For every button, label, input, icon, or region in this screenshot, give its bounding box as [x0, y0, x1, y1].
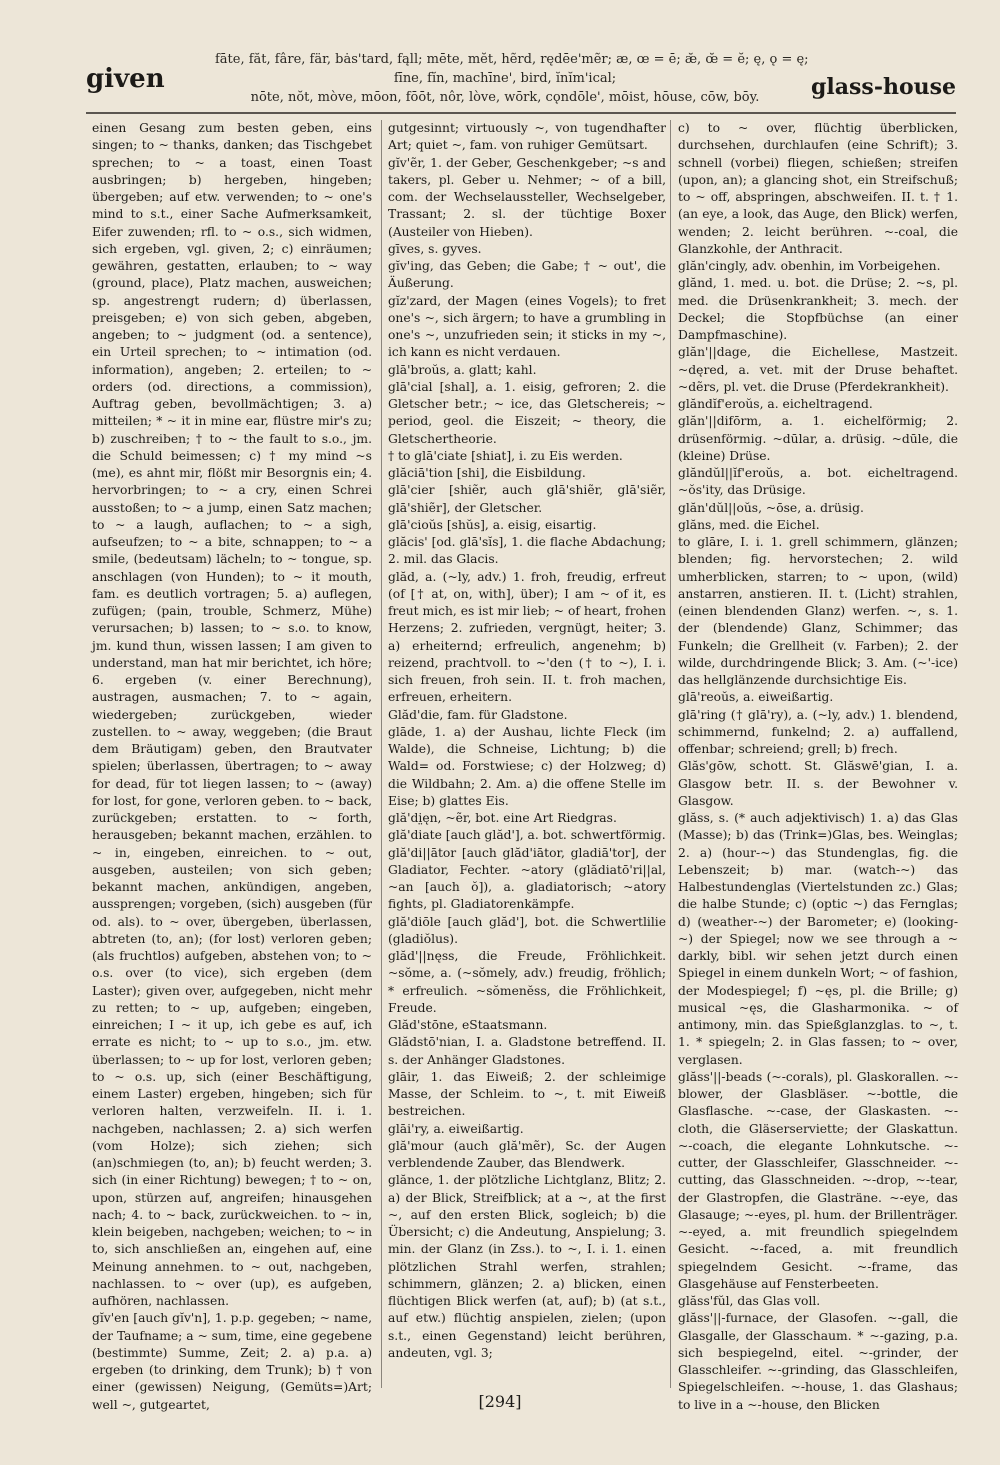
- dictionary-entry: glăss'fŭl, das Glas voll.: [678, 1294, 821, 1308]
- dictionary-entry: glă'mour (auch glă'mẽr), Sc. der Augen verblendende Zauber, das Blendwerk.: [388, 1138, 666, 1170]
- dictionary-entry: glănd, 1. med. u. bot. die Drüse; 2. ~s, pl. med. die Drüsenkrankheit; 3. mech. der Deckel; die Stopfbüchse (an einer Dampfmaschine).: [678, 276, 958, 342]
- dictionary-entry: gĭz'zard, der Magen (eines Vogels); to fret one's ~, sich ärgern; to have a grumbling in one's ~, unzufrieden sein; it sticks in my ~, ich kann es nicht verdauen.: [388, 293, 666, 360]
- guide-word-right: glass-house: [811, 74, 956, 100]
- dictionary-entry: glăciā'tion [shi], die Eisbildung.: [388, 466, 586, 480]
- pronunciation-key-line: fīne, fĭn, machīne', bird, ĭnĭm'ical;: [393, 71, 617, 86]
- column-divider: [670, 120, 671, 1388]
- dictionary-entry: glā'reoŭs, a. eiweißartig.: [678, 690, 834, 705]
- dictionary-entry: glāir, 1. das Eiweiß; 2. der schleimige Masse, der Schleim. to ~, t. mit Eiweiß bestreichen.: [388, 1069, 666, 1119]
- page-number: [294]: [478, 1392, 522, 1411]
- dictionary-entry: Glăs'gōw, schott. St. Glăswē'gian, I. a. Glasgow betr. II. s. der Bewohner v. Glasgow.: [678, 759, 958, 808]
- dictionary-entry: glāi'ry, a. eiweißartig.: [388, 1121, 524, 1136]
- dictionary-entry: glănce, 1. der plötzliche Lichtglanz, Blitz; 2. a) der Blick, Streifblick; at a ~, at the first ~, auf den ersten Blick, sogleich; b) die Übersicht; c) die Andeutung, Anspielung; 3. min. der Glanz (in Zss.). to ~, I. i. 1. einen plötzlichen Strahl werfen, strahlen; schimmern, glänzen; 2. a) blicken, einen flüchtigen Blick werfen (at, auf); b) (at s.t., auf etw.) flüchtig anspielen, zielen; (upon s.t., einen Gegenstand) leicht berühren, andeuten, vgl. 3;: [388, 1173, 666, 1360]
- dictionary-entry: glăn'dŭl||oŭs, ~ōse, a. drüsig.: [678, 500, 864, 515]
- dictionary-entry: Glăd'die, fam. für Gladstone.: [388, 707, 568, 722]
- dictionary-entry: glă'di̤ęn, ~ẽr, bot. eine Art Riedgras.: [388, 811, 617, 825]
- dictionary-entry: glăcis' [od. glā'sĭs], 1. die flache Abdachung; 2. mil. das Glacis.: [388, 535, 666, 567]
- dictionary-entry: einen Gesang zum besten geben, eins singen; to ~ thanks, danken; das Tischgebet sprechen; to ~ a toast, einen Toast ausbringen; b) hergeben, hingeben; übergeben; auf etw. verwenden; to ~ one's mind to s.t., einer Sache Aufmerksamkeit, Eifer zuwenden; rfl. to ~ o.s., sich widmen, sich ergeben, vgl. given, 2; c) einräumen; gewähren, gestatten, erlauben; to ~ way (ground, place), Platz machen, ausweichen; sp. angestrengt rudern; d) überlassen, preisgeben; e) von sich geben, abgeben, angeben; to ~ judgment (od. a sentence), ein Urteil sprechen; to ~ intimation (od. information), angeben; 2. erteilen; to ~ orders (od. directions, a commission), Auftrag geben, bevollmächtigen; 3. a) mitteilen; * ~ it in mine ear, flüstre mir's zu; b) zuschreiben; † to ~ the fault to s.o., jm. die Schuld beimessen; c) † my mind ~s (me), es ahnt mir, flößt mir Besorgnis ein; 4. hervorbringen; to ~ a cry, einen Schrei ausstoßen; to ~ a jump, einen Satz machen; to ~ a laugh, auflachen; to ~ a sigh, aufseufzen; to ~ a bite, schnappen; to ~ a smile, (bedeutsam) lächeln; to ~ tongue, sp. anschlagen (von Hunden); to ~ it mouth, fam. es deutlich vortragen; 5. a) auflegen, zufügen; (pain, trouble, Schmerz, Mühe) verursachen; b) lassen; to ~ s.o. to know, jm. kund thun, wissen lassen; I am given to understand, man hat mir berichtet, ich höre; 6. ergeben (v. einer Berechnung), austragen, ausmachen; 7. to ~ again, wiedergeben; zurückgeben, wieder zustellen. to ~ away, weggeben; (die Braut dem Bräutigam) geben, den Brautvater spielen; überlassen, übertragen; to ~ away for dead, für tot liegen lassen; to ~ (away) for lost, for gone, verloren geben. to ~ back, zurückgeben; erstatten. to ~ forth, herausgeben; bekannt machen, erzählen. to ~ in, eingeben, einreichen. to ~ out, ausgeben, austeilen; von sich geben; bekannt machen, ankündigen, angeben, aussprengen; vorgeben, (sich) ausgeben (für od. als). to ~ over, übergeben, überlassen, abtreten (to, an); (for lost) verloren geben; (als fruchtlos) aufgeben, abstehen von; to ~ o.s. over (to vice), sich ergeben (dem Laster); given over, aufgegeben, nicht mehr zu retten; to ~ up, aufgeben; eingeben, einreichen; I ~ it up, ich gebe es auf, ich errate es nicht; to ~ up to s.o., jm. etw. überlassen; to ~ up for lost, verloren geben; to ~ o.s. up, sich (einer Beschäftigung, einem Laster) ergeben, hingeben; sich für verloren halten, verzweifeln. II. i. 1. nachgeben, nachlassen; 2. a) sich werfen (vom Holze); sich ziehen; sich (an)schmiegen (to, an); b) feucht werden; 3. sich (in einer Richtung) bewegen; † to ~ on, upon, stürzen auf, angreifen; hinausgehen nach; 4. to ~ back, zurückweichen. to ~ in, klein beigeben, nachgeben; weichen; to ~ in to, sich anschließen an, eingehen auf, eine Meinung annehmen. to ~ out, nachgeben, nachlassen. to ~ over (up), es aufgeben, aufhören, nachlassen.: [92, 121, 372, 1308]
- dictionary-entry: to glāre, I. i. 1. grell schimmern, glänzen; blenden; fig. hervorstechen; 2. wild umherblicken, starren; to ~ upon, (wild) anstarren, anstieren. II. t. (Licht) strahlen, (einen blendenden Glanz) werfen. ~, s. 1. der (blendende) Glanz, Schimmer; das Funkeln; die Grellheit (v. Farben); 2. der wilde, durchdringende Blick; 3. Am. (~'-ice) das hellglänzende durchsichtige Eis.: [678, 535, 958, 687]
- dictionary-entry: glăndĭf'eroŭs, a. eicheltragend.: [678, 397, 873, 411]
- dictionary-entry: glăd, a. (~ly, adv.) 1. froh, freudig, erfreut (of [† at, on, with], über); I am ~ of it, es freut mich, es ist mir lieb; ~ of heart, frohen Herzens; 2. zufrieden, vergnügt, heiter; 3. a) erheiternd; erfreulich, angenehm; b) reizend, prachtvoll. to ~'den († to ~), I. i. sich freuen, froh sein. II. t. froh machen, erfreuen, erheitern.: [388, 569, 666, 705]
- column-2: [388, 120, 666, 1390]
- pronunciation-key: [215, 50, 809, 107]
- dictionary-entry: glă'di||ātor [auch glăd'iātor, gladiā'tor], der Gladiator, Fechter. ~atory (glădiatō'ri||al, ~an [auch ŏ]), a. gladiatorisch; ~atory fights, pl. Gladiatorenkämpfe.: [388, 845, 666, 912]
- pronunciation-key-line: fāte, făt, fâre, fär, bȧs'tard, fąll; mēte, mĕt, hẽrd, rędēe'mẽr; æ, œ = ē; æ̆, œ̆ = ĕ; ę, ǫ = ę;: [215, 52, 809, 67]
- column-3: [678, 120, 958, 1412]
- column-divider: [381, 120, 382, 1388]
- dictionary-entry: glā'cier [shiẽr, auch glā'shiẽr, glā'siẽr, glā'shiẽr], der Gletscher.: [388, 483, 666, 515]
- dictionary-entry: gĭv'ing, das Geben; die Gabe; † ~ out', die Äußerung.: [388, 259, 666, 291]
- dictionary-entry: glă'diōle [auch glăd'], bot. die Schwertlilie (gladiŏlus).: [388, 914, 666, 946]
- dictionary-entry: glăn'||difōrm, a. 1. eichelförmig; 2. drüsenförmig. ~dūlar, a. drüsig. ~dūle, die (kleine) Drüse.: [678, 414, 958, 463]
- dictionary-entry: † to glā'ciate [shiat], i. zu Eis werden.: [388, 448, 623, 463]
- dictionary-entry: glăss, s. (* auch adjektivisch) 1. a) das Glas (Masse); b) das (Trink=)Glas, bes. Weinglas; 2. a) (hour-~) das Stundenglas, fig. die Lebenszeit; b) mar. (watch-~) das Halbestundenglas (Viertelstunden zc.) Glas; die halbe Stunde; c) (optic ~) das Fernglas; d) (weather-~) der Barometer; e) (looking-~) der Spiegel; now we see through a ~ darkly, bibl. wir sehen jetzt durch einen Spiegel in einem dunkeln Wort; ~ of fashion, der Modespiegel; f) ~ęs, pl. die Brille; g) musical ~ęs, die Glasharmonika. ~ of antimony, min. das Spießglanzglas. to ~, t. 1. * spiegeln; 2. in Glas fassen; to ~ over, verglasen.: [678, 811, 958, 1067]
- header-rule: [86, 112, 956, 114]
- dictionary-entry: glā'cial [shal], a. 1. eisig, gefroren; 2. die Gletscher betr.; ~ ice, das Gletschereis; ~ period, geol. die Eiszeit; ~ theory, die Gletschertheorie.: [388, 379, 666, 446]
- dictionary-entry: glăss'||-beads (~-corals), pl. Glaskorallen. ~-blower, der Glasbläser. ~-bottle, die Glasflasche. ~-case, der Glaskasten. ~-cloth, die Gläserserviette; der Glaskattun. ~-coach, die elegante Lohnkutsche. ~-cutter, der Glasschleifer, Glasschneider. ~-cutting, das Glasschneiden. ~-drop, ~-tear, der Glastropfen, die Glasträne. ~-eye, das Glasauge; ~-eyes, pl. hum. der Brillenträger. ~-eyed, a. mit freundlich spiegelndem Gesicht. ~-faced, a. mit freundlich spiegelndem Gesicht. ~-frame, das Glasgehäuse auf Fensterbeeten.: [678, 1069, 958, 1291]
- dictionary-entry: glăss'||-furnace, der Glasofen. ~-gall, die Glasgalle, der Glasschaum. * ~-gazing, p.a. sich bespiegelnd, eitel. ~-grinder, der Glasschleifer. ~-grinding, das Glasschleifen, Spiegelschleifen. ~-house, 1. das Glashaus; to live in a ~-house, den Blicken: [678, 1311, 958, 1412]
- dictionary-entry: glăn'||dage, die Eichellese, Mastzeit. ~dęred, a. vet. mit der Druse behaftet. ~dẽrs, pl. vet. die Druse (Pferdekrankheit).: [678, 345, 958, 394]
- dictionary-entry: gīves, s. gyves.: [388, 241, 482, 256]
- dictionary-entry: glăns, med. die Eichel.: [678, 517, 820, 532]
- dictionary-entry: glăndŭl||ĭf'eroŭs, a. bot. eicheltragend. ~ŏs'ity, das Drüsige.: [678, 466, 958, 498]
- dictionary-entry: glā'cioŭs [shŭs], a. eisig, eisartig.: [388, 517, 597, 532]
- dictionary-entry: glă'diate [auch glăd'], a. bot. schwertförmig.: [388, 828, 666, 843]
- dictionary-entry: glā'ring († glā'ry), a. (~ly, adv.) 1. blendend, schimmernd, funkelnd; 2. a) auffallend, offenbar; schreiend; grell; b) frech.: [678, 707, 958, 756]
- dictionary-entry: glăd'||nęss, die Freude, Fröhlichkeit. ~sŏme, a. (~sŏmely, adv.) freudig, fröhlich; * erfreulich. ~sŏmenĕss, die Fröhlichkeit, Freude.: [388, 949, 666, 1015]
- dictionary-entry: Glăd'stōne, eStaatsmann.: [388, 1018, 548, 1032]
- dictionary-entry: glăn'cingly, adv. obenhin, im Vorbeigehen.: [678, 259, 941, 273]
- dictionary-entry: Glădstō'nian, I. a. Gladstone betreffend. II. s. der Anhänger Gladstones.: [388, 1035, 666, 1067]
- dictionary-entry: gutgesinnt; virtuously ~, von tugendhafter Art; quiet ~, fam. von ruhiger Gemütsart.: [388, 121, 666, 153]
- dictionary-entry: glā'broŭs, a. glatt; kahl.: [388, 362, 537, 377]
- column-1: [92, 120, 372, 1412]
- dictionary-entry: glāde, 1. a) der Aushau, lichte Fleck (im Walde), die Schneise, Lichtung; b) die Wald= od. Forstwiese; c) der Holzweg; d) die Wildbahn; 2. Am. a) die offene Stelle im Eise; b) glattes Eis.: [388, 724, 666, 808]
- dictionary-entry: gĭv'en [auch gĭv'n], 1. p.p. gegeben; ~ name, der Taufname; a ~ sum, time, eine gegebene (bestimmte) Summe, Zeit; 2. a) p.a. a) ergeben (to drinking, dem Trunk); b) † von einer (gewissen) Neigung, (Gemüts=)Art; well ~, gutgeartet,: [92, 1311, 372, 1412]
- pronunciation-key-line: nōte, nŏt, mòve, mōon, fōōt, nôr, lòve, wōrk, cǫndōle', mōist, hōuse, cōw, bōy.: [250, 90, 760, 105]
- dictionary-entry: c) to ~ over, flüchtig überblicken, durchsehen, durchlaufen (eine Schrift); 3. schnell (vorbei) fliegen, schießen; streifen (upon, an); a glancing shot, ein Streifschuß; to ~ off, abspringen, abschweifen. II. t. † 1. (an eye, a look, das Auge, den Blick) werfen, wenden; 2. leicht berühren. ~-coal, die Glanzkohle, der Anthracit.: [678, 121, 958, 256]
- guide-word-left: given: [86, 64, 165, 94]
- dictionary-entry: gĭv'ẽr, 1. der Geber, Geschenkgeber; ~s and takers, pl. Geber u. Nehmer; ~ of a bill, com. der Wechselaussteller, Wechselgeber, Trassant; 2. sl. der tüchtige Boxer (Austeiler von Hieben).: [388, 155, 666, 239]
